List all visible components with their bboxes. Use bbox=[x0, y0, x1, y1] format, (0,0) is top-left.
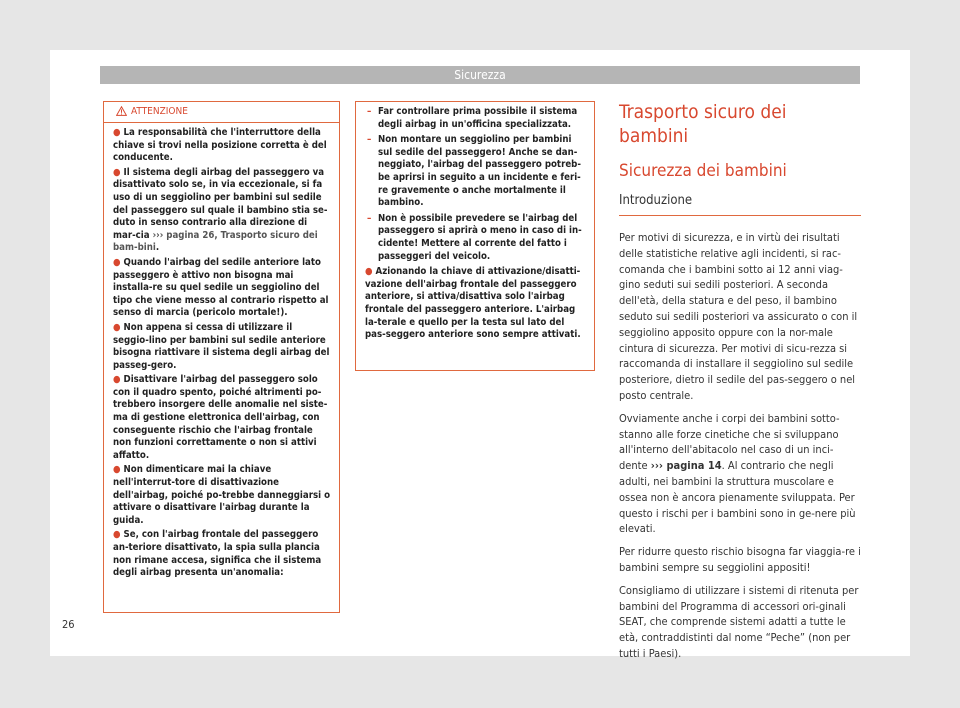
page-reference-link[interactable]: ››› pagina 14 bbox=[650, 459, 722, 473]
warning-list bbox=[104, 123, 339, 580]
section-title: Sicurezza dei bambini bbox=[619, 161, 787, 181]
warning-continuation-box bbox=[355, 101, 595, 371]
warning-item: ● Disattivare l'airbag del passeggero solo con il quadro spento, poiché altrimenti po-trebbero insorgere delle anomalie nel siste-ma di gestione elettronica dell'airbag, con conseguente rischio che l'airbag frontale non funzioni correttamente o non si attivi affatto. bbox=[113, 374, 328, 461]
warning-item: ● Non dimenticare mai la chiave nell'interrut-tore di disattivazione dell'airbag, poiché po-trebbe danneggiarsi o attivare o disattivare l'airbag durante la guida. bbox=[113, 464, 330, 526]
page-number: 26 bbox=[62, 618, 75, 631]
warning-item: ● Il sistema degli airbag del passeggero va disattivato solo se, in via eccezionale, si fa uso di un seggiolino per bambini sul sedile del passeggero sul quale il bambino stia se-duto in senso contrario alla direzione di mar-cia ››› pagina 26, Trasporto sicuro dei bam-bini. bbox=[113, 166, 328, 254]
dash-item: – Non montare un seggiolino per bambini sul sedile del passeggero! Anche se dan-neggiato, l'airbag del passeggero potreb-be aprirsi in seguito a un incidente e feri-re gravemente o anche mortalmente il bambino. bbox=[367, 134, 581, 209]
dash-item: – Far controllare prima possibile il sistema degli airbag in un'officina specializzata. bbox=[367, 106, 578, 130]
page-reference-link[interactable]: ››› bbox=[152, 229, 164, 241]
subsection-title: Introduzione bbox=[619, 192, 861, 216]
warning-item: ● La responsabilità che l'interruttore della chiave si trovi nella posizione corretta è del conducente. bbox=[113, 127, 327, 164]
warning-item: ● Quando l'airbag del sedile anteriore lato passeggero è attivo non bisogna mai installa-re su quel sedile un seggiolino del tipo che viene messo al contrario rispetto al senso di marcia (pericolo mortale!). bbox=[113, 256, 329, 319]
paragraph: Per ridurre questo rischio bisogna far viaggia-re i bambini sempre su seggiolini appositi! bbox=[619, 545, 861, 574]
warning-item: ● Non appena si cessa di utilizzare il seggio-lino per bambini sul sedile anteriore bisogna riattivare il sistema degli airbag del passeg-gero. bbox=[113, 321, 330, 371]
paragraph: Per motivi di sicurezza, e in virtù dei risultati delle statistiche relative agli incidenti, si rac-comanda che i bambini sotto ai 12 anni viag-gino seduti sui sedili posteriori. A seconda dell'età, della statura e del peso, il bambino seduto sui sedili posteriori va assicurato o con il seggiolino apposito oppure con la nor-male cintura di sicurezza. Per motivi di sicu-rezza si raccomanda di installare il seggiolino sul sedile posteriore, dietro il sedile del pas-seggero o nel posto centrale. bbox=[619, 231, 858, 402]
warning-header bbox=[104, 102, 339, 123]
paragraph: Ovviamente anche i corpi dei bambini sotto-stanno alle forze cinetiche che si sviluppano all'interno dell'abitacolo nel caso di un inci-dente ››› pagina 14. Al contrario che negli adulti, nei bambini la struttura muscolare e ossea non è ancora pienamente sviluppata. Per questo i rischi per i bambini sono in ge-nere più elevati. bbox=[619, 411, 856, 536]
warning-item: ● Se, con l'airbag frontale del passeggero an-teriore disattivato, la spia sulla plancia non rimane accesa, significa che il sistema degli airbag presenta un'anomalia: bbox=[113, 529, 322, 579]
warning-triangle-icon bbox=[116, 106, 127, 116]
chapter-title: Trasporto sicuro dei bambini bbox=[619, 101, 787, 147]
warning-item: ● Azionando la chiave di attivazione/disatti-vazione dell'airbag frontale del passeggero anteriore, si attiva/disattiva solo l'airbag frontale del passeggero anteriore. L'airbag la-terale e quello per la testa sul lato del pas-seggero anteriore sono sempre attivati. bbox=[365, 266, 581, 341]
paragraph: Consigliamo di utilizzare i sistemi di ritenuta per bambini del Programma di accessori ori-ginali SEAT, che comprende sistemi adatti a tutte le età, contraddistinti dal nome “Peche” (non per tutti i Paesi). bbox=[619, 583, 859, 660]
article-column bbox=[619, 100, 861, 669]
dash-item: – Non è possibile prevedere se l'airbag del passeggero si aprirà o meno in caso di in-cidente! Mettere al corrente del fatto i passeggeri del veicolo. bbox=[367, 212, 582, 262]
warning-title: ATTENZIONE bbox=[131, 106, 188, 117]
page-reference-text[interactable]: pagina 26, Trasporto sicuro dei bam-bini bbox=[113, 229, 318, 254]
warning-box bbox=[103, 101, 340, 613]
section-header: Sicurezza bbox=[100, 66, 860, 84]
